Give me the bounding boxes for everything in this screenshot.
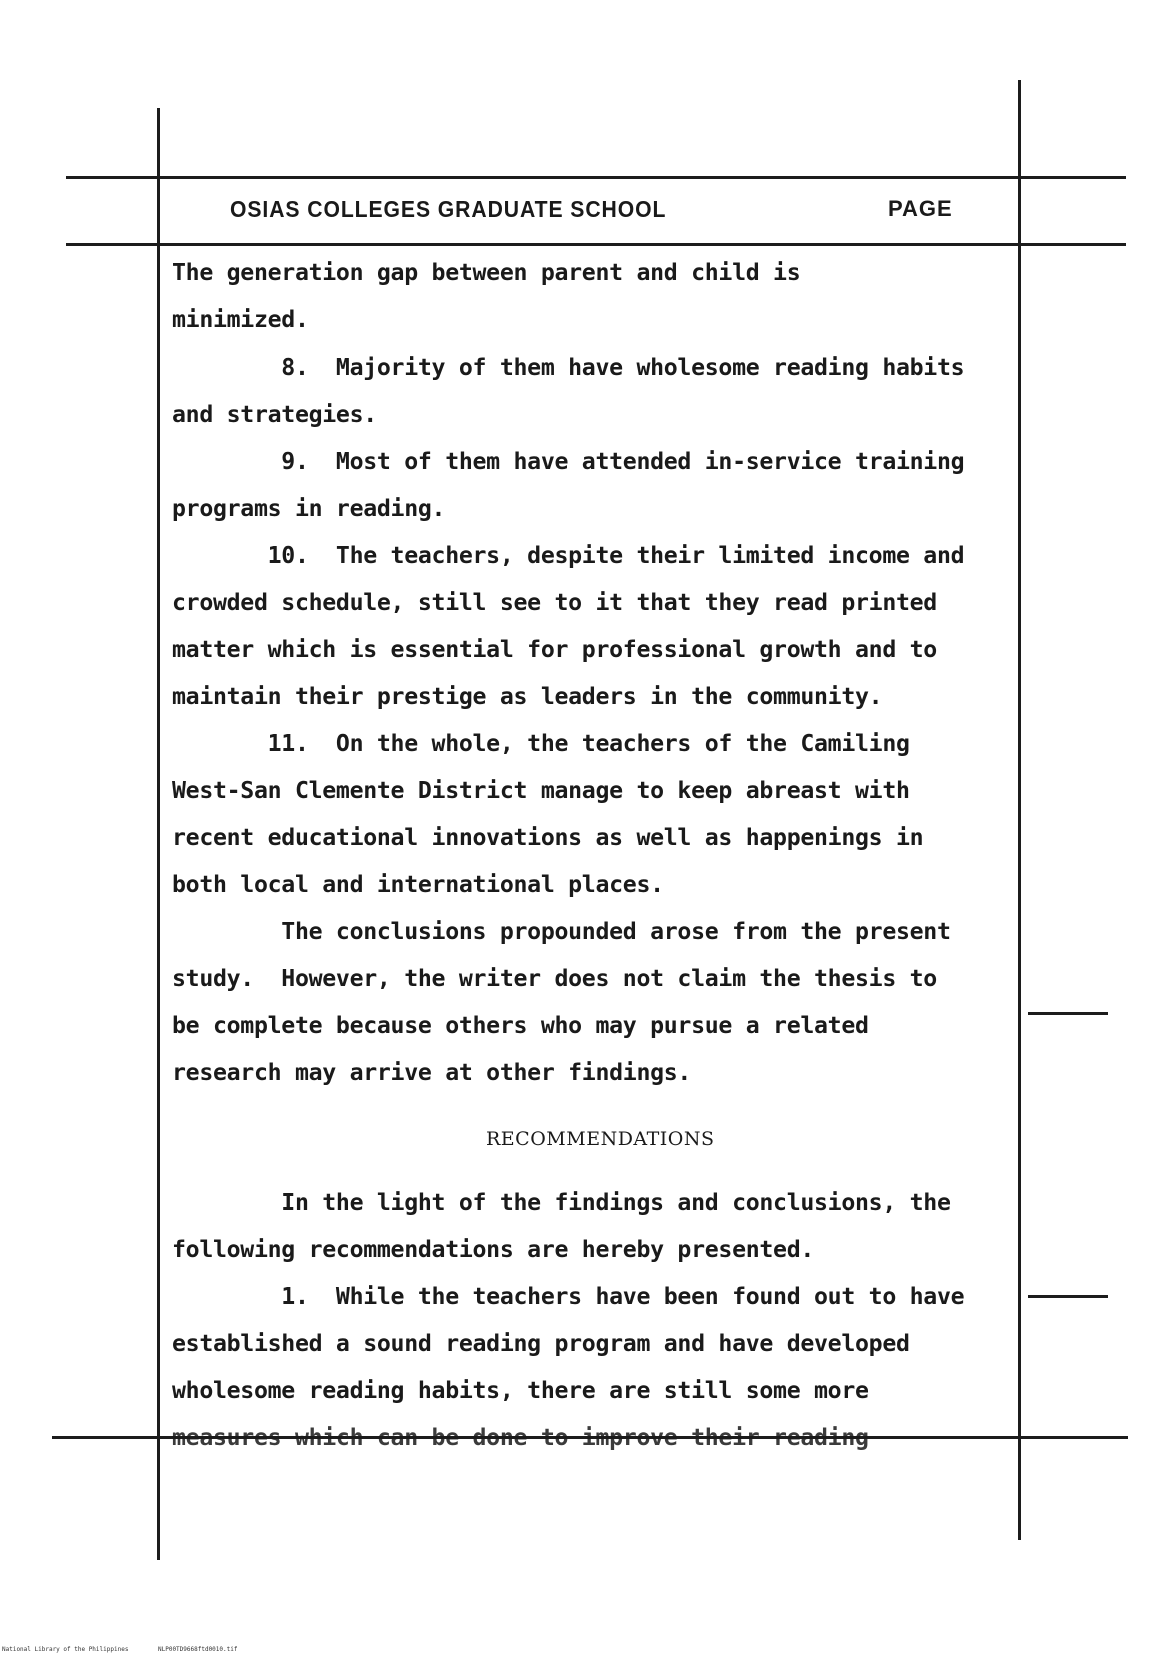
text-line: 11. On the whole, the teachers of the Camiling (172, 730, 910, 757)
margin-tick-1 (1028, 1012, 1108, 1015)
text-line: matter which is essential for professional growth and to (172, 636, 937, 663)
text-line: be complete because others who may pursue a related (172, 1012, 869, 1039)
right-margin-rule (1018, 80, 1021, 1540)
margin-tick-2 (1028, 1295, 1108, 1298)
text-line: minimized. (172, 306, 309, 333)
text-line: 8. Majority of them have wholesome reading habits (172, 354, 965, 381)
header-bottom-rule (66, 243, 1126, 246)
text-line: research may arrive at other findings. (172, 1059, 692, 1086)
text-line: measures which can be done to improve their reading (172, 1424, 869, 1451)
text-line: study. However, the writer does not claim the thesis to (172, 965, 937, 992)
footer-file: NLP00TD9668ftd0010.tif (158, 1646, 238, 1653)
text-line: 10. The teachers, despite their limited income and (172, 542, 965, 569)
text-line: 1. While the teachers have been found out to have (172, 1283, 965, 1310)
school-header-title: OSIAS COLLEGES GRADUATE SCHOOL (230, 196, 667, 222)
text-line: both local and international places. (172, 871, 664, 898)
section-heading: RECOMMENDATIONS (486, 1128, 715, 1150)
header-top-rule (66, 176, 1126, 179)
left-margin-rule (157, 108, 160, 1560)
text-line: crowded schedule, still see to it that they read printed (172, 589, 937, 616)
footer-library: National Library of the Philippines (2, 1646, 129, 1653)
text-line: West-San Clemente District manage to keep abreast with (172, 777, 910, 804)
text-line: 9. Most of them have attended in-service training (172, 448, 965, 475)
text-line: following recommendations are hereby presented. (172, 1236, 815, 1263)
page-label: PAGE (888, 196, 953, 221)
text-line: recent educational innovations as well as happenings in (172, 824, 924, 851)
text-line: In the light of the findings and conclusions, the (172, 1189, 951, 1216)
text-line: established a sound reading program and have developed (172, 1330, 910, 1357)
text-line: programs in reading. (172, 495, 446, 522)
text-line: The conclusions propounded arose from the present (172, 918, 951, 945)
text-line: The generation gap between parent and child is (172, 259, 801, 286)
text-line: and strategies. (172, 401, 377, 428)
text-line: wholesome reading habits, there are still some more (172, 1377, 869, 1404)
text-line: maintain their prestige as leaders in the community. (172, 683, 883, 710)
